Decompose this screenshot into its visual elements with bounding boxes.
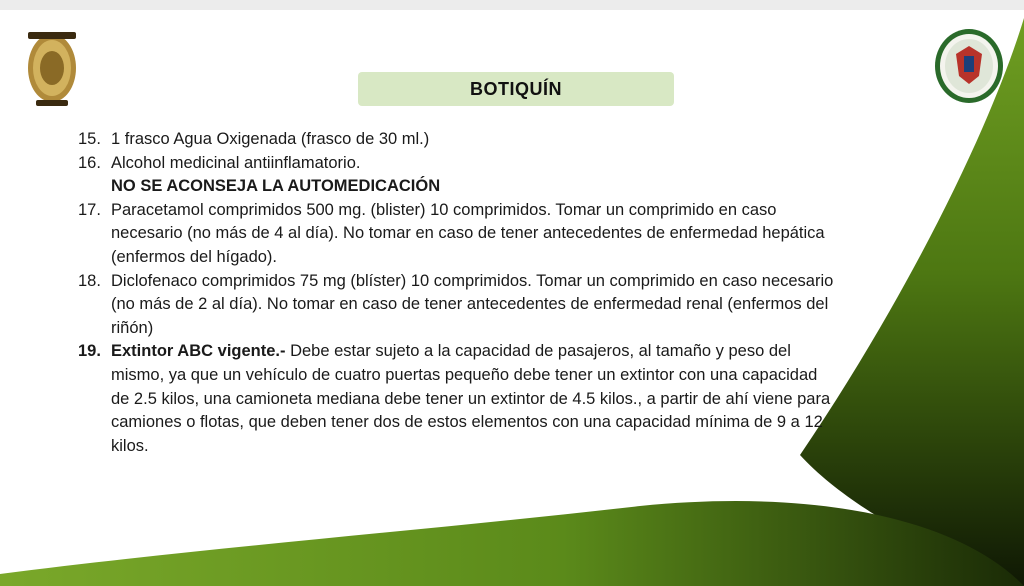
- list-item: [78, 152, 838, 176]
- item-text: 1 frasco Agua Oxigenada (frasco de 30 ml.): [111, 130, 430, 148]
- item-text: Diclofenaco comprimidos 75 mg (blíster) 10 comprimidos. Tomar un comprimido en caso necesario (no más de 2 al día). No tomar en caso de tener antecedentes de enfermedad renal (enfermos del riñón): [111, 271, 834, 337]
- list-item: [78, 199, 838, 270]
- police-badge-icon: [18, 24, 86, 110]
- item-number: 17.: [78, 200, 101, 219]
- list-item: [78, 270, 838, 341]
- item-rest-text: Debe estar sujeto a la capacidad de pasajeros, al tamaño y peso del mismo, ya que un vehículo de cuatro puertas pequeño debe tener un extintor con una capacidad de 2.5 kilos, una camioneta mediana debe tener un extintor de 4.5 kilos., a partir de ahí viene para camiones o flotas, que deben tener dos de estos elementos con una capacidad mínima de 9 a 12 kilos.: [111, 342, 831, 455]
- item-number: 15.: [78, 130, 101, 148]
- item-text: [111, 340, 838, 458]
- institution-seal-icon: [932, 26, 1006, 106]
- item-number: 16.: [78, 153, 101, 172]
- item-number: 18.: [78, 271, 101, 290]
- slide-title: BOTIQUÍN: [470, 78, 562, 99]
- item-number: 19.: [78, 342, 101, 361]
- title-banner: [358, 72, 674, 106]
- warning-text: NO SE ACONSEJA LA AUTOMEDICACIÓN: [111, 177, 441, 196]
- item-text: Paracetamol comprimidos 500 mg. (blister) 10 comprimidos. Tomar un comprimido en caso necesario (no más de 4 al día). No tomar en caso de tener antecedentes de enfermedad hepática (enfermos del hígado).: [111, 200, 825, 266]
- item-list: [78, 128, 838, 458]
- list-item: [78, 128, 838, 152]
- item-bold-lead: Extintor ABC vigente.-: [111, 342, 286, 361]
- item-text: Alcohol medicinal antiinflamatorio.: [111, 153, 361, 172]
- list-item: [78, 340, 838, 458]
